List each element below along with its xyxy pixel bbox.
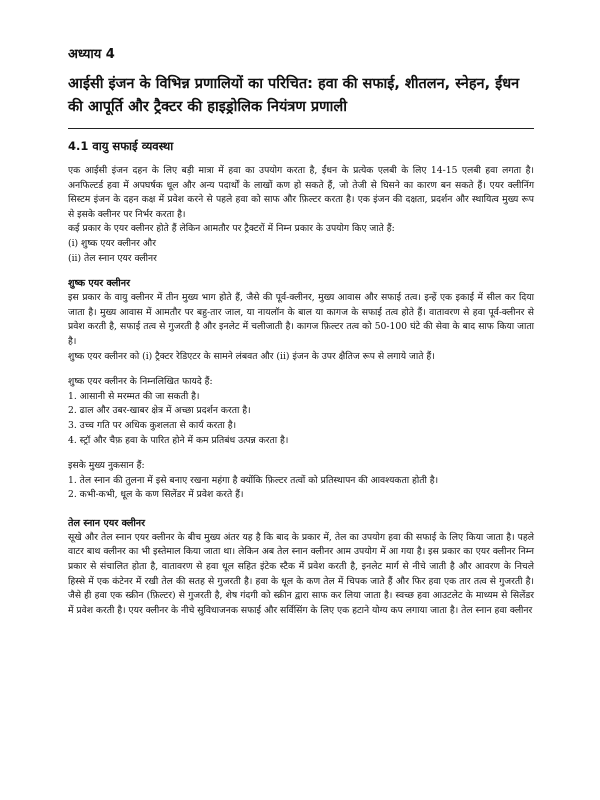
list-item: 2. कभी-कभी, धूल के कण सिलेंडर में प्रवेश करते हैं। <box>68 489 244 501</box>
title-divider <box>68 128 534 129</box>
section-heading: 4.1 वायु सफाई व्यवस्था <box>68 139 174 153</box>
dry-cleaner-body: इस प्रकार के वायु क्लीनर में तीन मुख्य भाग होते हैं, जैसे की पूर्व-क्लीनर, मुख्य आवास और सफाई तत्व। इन्हें एक इकाई में सील कर दिया जाता है। मुख्य आवास में आमतौर पर बहु-तार जाल, या नायलॉन के बाल या कागज के सफाई तत्व होते हैं। वातावरण से हवा पूर्व-क्लीनर से प्रवेश करती है, सफाई तत्व से गुजरती है और इनलेट में चलीजाती है। कागज फ़िल्टर तत्व को 50-100 घंटे की सेवा के बाद साफ किया जाता है। <box>68 292 534 347</box>
dry-cleaner-heading: शुष्क एयर क्लीनर <box>68 278 131 290</box>
types-intro: कई प्रकार के एयर क्लीनर होते हैं लेकिन आमतौर पर ट्रैक्टरों में निम्न प्रकार के उपयोग किए जाते हैं: <box>68 223 395 235</box>
list-item: (ii) तेल स्नान एयर क्लीनर <box>68 252 157 264</box>
advantages-list <box>68 390 534 448</box>
intro-paragraph: एक आईसी इंजन दहन के लिए बड़ी मात्रा में हवा का उपयोग करता है, ईंधन के प्रत्येक एलबी के लिए 14-15 एलबी हवा लगता है। अनफिल्टर्ड हवा में अपघर्षक धूल और अन्य पदार्थों के लाखों कण हो सकते हैं, जो तेजी से घिसने का कारण बन सकते हैं। एयर क्लीनिंग सिस्टम इंजन के दहन कक्ष में प्रवेश करने से पहले हवा को साफ और फ़िल्टर करता है। एक इंजन की दक्षता, प्रदर्शन और स्थायित्व मुख्य रूप से इसके क्लीनर पर निर्भर करता है। <box>68 165 534 220</box>
list-item: (i) शुष्क एयर क्लीनर और <box>68 237 156 249</box>
list-item: 1. तेल स्नान की तुलना में इसे बनाए रखना महंगा है क्योंकि फ़िल्टर तत्वों को प्रतिस्थापन की आवश्यकता होती है। <box>68 474 439 486</box>
chapter-label: अध्याय 4 <box>68 47 115 62</box>
advantages-intro: शुष्क एयर क्लीनर के निम्नलिखित फायदे हैं: <box>68 376 213 388</box>
oil-bath-body: सूखे और तेल स्नान एयर क्लीनर के बीच मुख्य अंतर यह है कि बाद के प्रकार में, तेल का उपयोग हवा की सफाई के लिए किया जाता है। पहले वाटर बाथ क्लीनर का भी इस्तेमाल किया जाता था। लेकिन अब तेल स्नान क्लीनर आम उपयोग में आ गया है। इस प्रकार का एयर क्लीनर निम्न प्रकार से संचालित होता है, वातावरण से हवा धूल सहित इंटेक स्टैक में प्रवेश करती है, इनलेट मार्ग से नीचे जाती है और आवरण के निचले हिस्से में एक कंटेनर में रखी तेल की सतह से गुजरती है। हवा के धूल के कण तेल में चिपक जाते हैं और फिर हवा एक तार तत्व से गुजरती है। जैसे ही हवा एक स्क्रीन (फ़िल्टर) से गुजरती है, शेष गंदगी को स्क्रीन द्वारा साफ कर लिया जाता है। स्वच्छ हवा आउटलेट के माध्यम से सिलेंडर में प्रवेश करती है। एयर क्लीनर के नीचे सुविधाजनक सफाई और सर्विसिंग के लिए एक हटाने योग्य कप लगाया जाता है। तेल स्नान हवा क्लीनर <box>68 531 534 616</box>
cleaner-types-list <box>68 237 534 266</box>
oil-bath-heading: तेल स्नान एयर क्लीनर <box>68 517 146 529</box>
list-item: 2. ढाल और उबर-खाबर क्षेत्र में अच्छा प्रदर्शन करता है। <box>68 405 251 417</box>
disadvantages-list <box>68 474 534 503</box>
list-item: 1. आसानी से मरम्मत की जा सकती है। <box>68 390 200 402</box>
dry-cleaner-mounting: शुष्क एयर क्लीनर को (i) ट्रैक्टर रेडिएटर के सामने लंबवत और (ii) इंजन के उपर क्षैतिज रूप से लगाये जाते हैं। <box>68 350 435 362</box>
list-item: 4. स्ट्रॉ और चैफ़ हवा के पारित होने में कम प्रतिबंध उत्पन्न करता है। <box>68 434 289 446</box>
chapter-title: आईसी इंजन के विभिन्न प्रणालियों का परिचित: हवा की सफाई, शीतलन, स्नेहन, ईंधन की आपूर्ति और ट्रैक्टर की हाइड्रोलिक नियंत्रण प्रणाली <box>68 76 520 115</box>
disadvantages-intro: इसके मुख्य नुकसान हैं: <box>68 460 145 472</box>
list-item: 3. उच्च गति पर अधिक कुशलता से कार्य करता है। <box>68 419 237 431</box>
